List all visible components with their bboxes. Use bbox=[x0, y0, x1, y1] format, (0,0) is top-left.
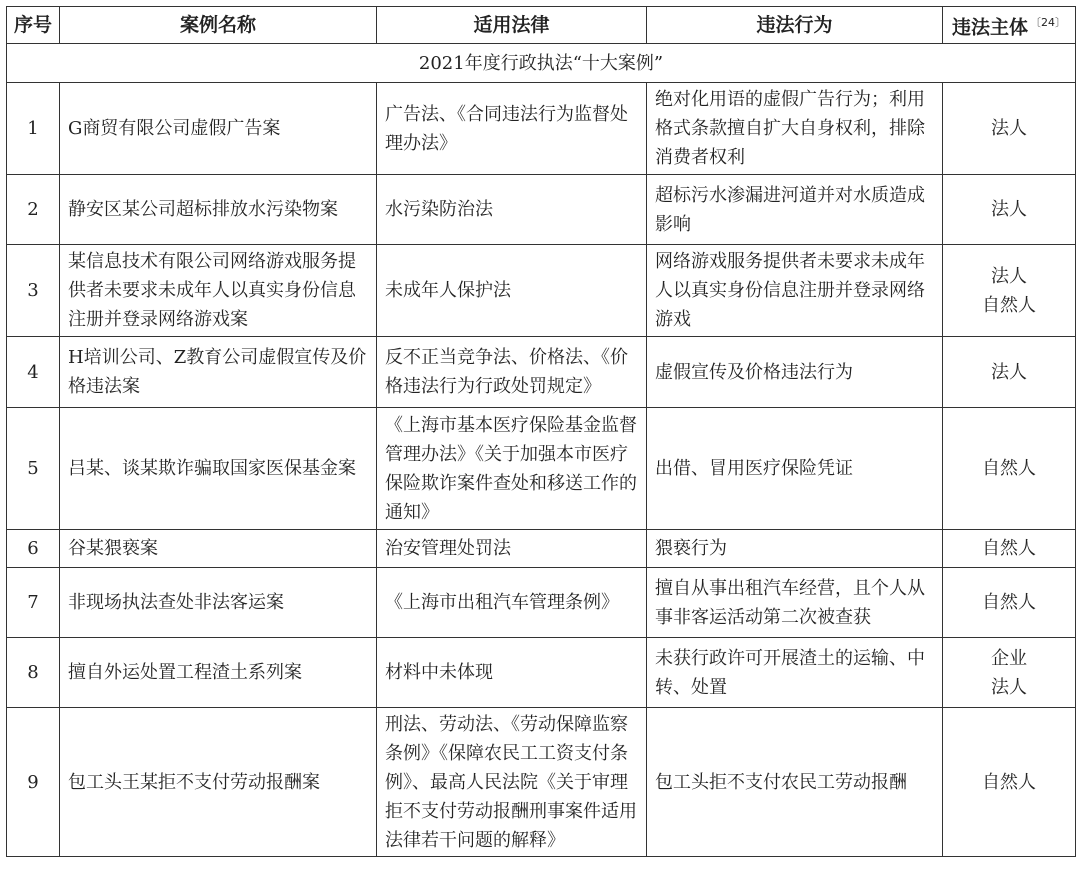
cases-table bbox=[6, 6, 1076, 857]
row-subject-item: 法人 bbox=[991, 199, 1027, 220]
header-applicable-law: 适用法律 bbox=[377, 7, 647, 44]
table-row bbox=[7, 408, 1076, 530]
row-violation: 擅自从事出租汽车经营，且个人从事非客运活动第二次被查获 bbox=[647, 568, 943, 638]
row-law: 未成年人保护法 bbox=[377, 245, 647, 337]
table-row bbox=[7, 530, 1076, 568]
row-violation: 包工头拒不支付农民工劳动报酬 bbox=[647, 708, 943, 857]
row-subject-item: 法人 bbox=[991, 265, 1027, 287]
row-case-name: 吕某、谈某欺诈骗取国家医保基金案 bbox=[60, 408, 377, 530]
row-subject bbox=[943, 83, 1076, 175]
row-no: 2 bbox=[7, 175, 60, 245]
row-violation: 绝对化用语的虚假广告行为；利用格式条款擅自扩大自身权利，排除消费者权利 bbox=[647, 83, 943, 175]
section-title: 2021年度行政执法“十大案例” bbox=[7, 44, 1076, 83]
row-law: 《上海市基本医疗保险基金监督管理办法》《关于加强本市医疗保险欺诈案件查处和移送工作的通知》 bbox=[377, 408, 647, 530]
row-law: 水污染防治法 bbox=[377, 175, 647, 245]
row-subject-item: 自然人 bbox=[982, 771, 1036, 793]
row-case-name: 谷某猥亵案 bbox=[60, 530, 377, 568]
table-row bbox=[7, 175, 1076, 245]
row-no: 7 bbox=[7, 568, 60, 638]
row-case-name: H培训公司、Z教育公司虚假宣传及价格违法案 bbox=[60, 337, 377, 408]
row-violation: 网络游戏服务提供者未要求未成年人以真实身份信息注册并登录网络游戏 bbox=[647, 245, 943, 337]
row-subject bbox=[943, 568, 1076, 638]
row-violation: 猥亵行为 bbox=[647, 530, 943, 568]
row-no: 3 bbox=[7, 245, 60, 337]
row-subject bbox=[943, 638, 1076, 708]
header-violation: 违法行为 bbox=[647, 7, 943, 44]
row-case-name: 擅自外运处置工程渣土系列案 bbox=[60, 638, 377, 708]
row-violation: 出借、冒用医疗保险凭证 bbox=[647, 408, 943, 530]
row-subject bbox=[943, 245, 1076, 337]
row-no: 4 bbox=[7, 337, 60, 408]
row-subject-item: 自然人 bbox=[982, 294, 1036, 316]
row-no: 6 bbox=[7, 530, 60, 568]
table-row bbox=[7, 83, 1076, 175]
header-case-name: 案例名称 bbox=[60, 7, 377, 44]
row-no: 5 bbox=[7, 408, 60, 530]
row-violation: 超标污水渗漏进河道并对水质造成影响 bbox=[647, 175, 943, 245]
row-case-name: 静安区某公司超标排放水污染物案 bbox=[60, 175, 377, 245]
row-no: 9 bbox=[7, 708, 60, 857]
table-row bbox=[7, 337, 1076, 408]
row-subject-item: 自然人 bbox=[982, 592, 1036, 613]
row-no: 8 bbox=[7, 638, 60, 708]
table-header bbox=[7, 7, 1076, 44]
table-row bbox=[7, 638, 1076, 708]
row-law: 材料中未体现 bbox=[377, 638, 647, 708]
header-subject bbox=[943, 7, 1076, 44]
row-case-name: 包工头王某拒不支付劳动报酬案 bbox=[60, 708, 377, 857]
row-subject bbox=[943, 337, 1076, 408]
header-subject-note: 〔24〕 bbox=[1030, 15, 1066, 29]
row-case-name: G商贸有限公司虚假广告案 bbox=[60, 83, 377, 175]
row-subject-item: 自然人 bbox=[982, 538, 1036, 559]
row-subject-item: 法人 bbox=[991, 361, 1027, 383]
table-body bbox=[7, 44, 1076, 857]
row-violation: 虚假宣传及价格违法行为 bbox=[647, 337, 943, 408]
row-subject-item: 自然人 bbox=[982, 458, 1036, 479]
row-violation: 未获行政许可开展渣土的运输、中转、处置 bbox=[647, 638, 943, 708]
row-subject bbox=[943, 530, 1076, 568]
row-case-name: 非现场执法查处非法客运案 bbox=[60, 568, 377, 638]
row-subject-item: 企业 bbox=[991, 647, 1027, 669]
row-law: 《上海市出租汽车管理条例》 bbox=[377, 568, 647, 638]
table-row bbox=[7, 568, 1076, 638]
row-law: 广告法、《合同违法行为监督处理办法》 bbox=[377, 83, 647, 175]
header-subject-label: 违法主体 bbox=[951, 16, 1028, 39]
row-subject-item: 法人 bbox=[991, 118, 1027, 139]
table-row bbox=[7, 245, 1076, 337]
row-case-name: 某信息技术有限公司网络游戏服务提供者未要求未成年人以真实身份信息注册并登录网络游戏案 bbox=[60, 245, 377, 337]
row-subject bbox=[943, 175, 1076, 245]
row-subject bbox=[943, 708, 1076, 857]
header-no: 序号 bbox=[7, 7, 60, 44]
row-law: 刑法、劳动法、《劳动保障监察条例》《保障农民工工资支付条例》、最高人民法院《关于审理拒不支付劳动报酬刑事案件适用法律若干问题的解释》 bbox=[377, 708, 647, 857]
row-law: 治安管理处罚法 bbox=[377, 530, 647, 568]
row-subject-item: 法人 bbox=[991, 676, 1027, 698]
table-row bbox=[7, 708, 1076, 857]
row-law: 反不正当竞争法、价格法、《价格违法行为行政处罚规定》 bbox=[377, 337, 647, 408]
row-subject bbox=[943, 408, 1076, 530]
row-no: 1 bbox=[7, 83, 60, 175]
